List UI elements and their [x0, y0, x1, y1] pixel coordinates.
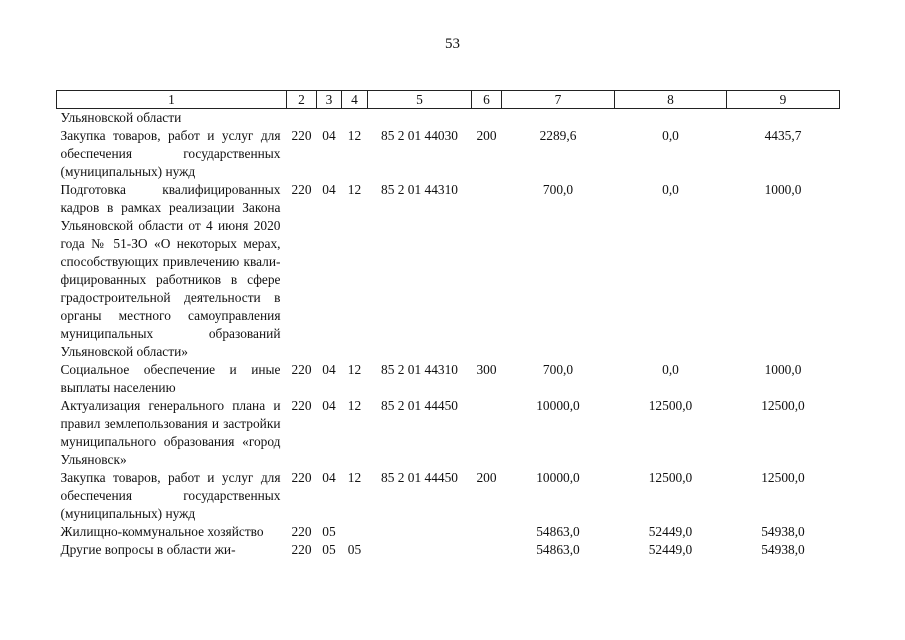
table-row — [57, 109, 840, 128]
section-code: 220 — [291, 398, 312, 413]
amount-year-1: 700,0 — [542, 362, 574, 377]
table-row — [57, 361, 840, 397]
amount-year-1: 10000,0 — [536, 470, 580, 485]
target-article-code: 85 2 01 44310 — [381, 362, 458, 377]
amount-year-1: 54863,0 — [536, 542, 580, 557]
column-header: 1 — [57, 91, 287, 109]
expense-type-code — [472, 181, 502, 361]
column-header: 8 — [615, 91, 727, 109]
subsection-sub-code — [342, 523, 368, 541]
table-row — [57, 541, 840, 559]
table-row — [57, 523, 840, 541]
amount-year-3 — [727, 109, 840, 128]
column-header: 6 — [472, 91, 502, 109]
subsection-sub-code: 12 — [347, 398, 362, 413]
subsection-code: 05 — [322, 524, 336, 539]
target-article-code — [368, 541, 472, 559]
section-code: 220 — [291, 542, 312, 557]
expense-type-code — [472, 397, 502, 469]
amount-year-3: 1000,0 — [764, 182, 802, 197]
amount-year-2: 52449,0 — [648, 542, 693, 557]
target-article-code: 85 2 01 44030 — [381, 128, 458, 143]
row-name: Закупка товаров, работ и услуг для обеспечения государственных (муниципальных) нужд — [60, 470, 281, 521]
column-header: 2 — [287, 91, 317, 109]
section-code: 220 — [291, 182, 312, 197]
amount-year-3: 12500,0 — [761, 470, 805, 485]
column-header: 5 — [368, 91, 472, 109]
amount-year-1: 2289,6 — [539, 128, 577, 143]
expense-type-code: 300 — [476, 362, 497, 377]
section-code — [287, 109, 317, 128]
subsection-sub-code: 12 — [347, 470, 362, 485]
subsection-sub-code: 12 — [347, 182, 362, 197]
amount-year-2: 0,0 — [662, 182, 679, 197]
target-article-code — [368, 109, 472, 128]
row-name: Актуализация генерального плана и правил землепользования и застройки муниципального образования «город Ульяновск» — [60, 398, 281, 467]
target-article-code: 85 2 01 44310 — [381, 182, 458, 197]
subsection-sub-code: 12 — [347, 128, 362, 143]
subsection-code — [317, 109, 342, 128]
target-article-code: 85 2 01 44450 — [381, 470, 458, 485]
subsection-code: 04 — [322, 362, 336, 377]
table-row — [57, 469, 840, 523]
amount-year-2: 0,0 — [662, 362, 679, 377]
section-code: 220 — [291, 524, 312, 539]
expense-type-code: 200 — [476, 470, 497, 485]
row-name: Ульяновской области — [60, 110, 182, 125]
expense-type-code: 200 — [476, 128, 497, 143]
subsection-code: 05 — [322, 542, 336, 557]
amount-year-3: 4435,7 — [764, 128, 802, 143]
row-name: Подготовка квалифицированных кадров в рамках реализации Закона Ульяновской области от 4 июня 2020 года № 51-ЗО «О некоторых мерах, способствующих привлечению квалифицированных работников в сфере градостроительной деятельности в органы местного самоуправления муниципальных образований Ульяновской области» — [60, 182, 281, 359]
amount-year-2: 12500,0 — [648, 470, 693, 485]
subsection-sub-code: 12 — [347, 362, 362, 377]
amount-year-1: 700,0 — [542, 182, 574, 197]
budget-table — [56, 90, 840, 559]
subsection-code: 04 — [322, 470, 336, 485]
column-header: 3 — [317, 91, 342, 109]
amount-year-3: 1000,0 — [764, 362, 802, 377]
row-name: Жилищно-коммунальное хозяйство — [60, 524, 264, 539]
expense-type-code — [472, 541, 502, 559]
amount-year-2: 52449,0 — [648, 524, 693, 539]
subsection-sub-code: 05 — [347, 542, 362, 557]
section-code: 220 — [291, 470, 312, 485]
column-header: 4 — [342, 91, 368, 109]
target-article-code: 85 2 01 44450 — [381, 398, 458, 413]
expense-type-code — [472, 523, 502, 541]
table-row — [57, 397, 840, 469]
amount-year-1: 54863,0 — [536, 524, 580, 539]
amount-year-3: 54938,0 — [761, 524, 805, 539]
target-article-code — [368, 523, 472, 541]
amount-year-2: 0,0 — [662, 128, 679, 143]
table-header-row — [57, 91, 840, 109]
subsection-sub-code — [342, 109, 368, 128]
row-name: Закупка товаров, работ и услуг для обеспечения государственных (муниципальных) нужд — [60, 128, 281, 179]
subsection-code: 04 — [322, 182, 336, 197]
amount-year-2: 12500,0 — [648, 398, 693, 413]
row-name: Другие вопросы в области жи- — [60, 542, 236, 557]
amount-year-1 — [502, 109, 615, 128]
amount-year-2 — [615, 109, 727, 128]
amount-year-1: 10000,0 — [536, 398, 580, 413]
page-number: 53 — [445, 36, 460, 52]
column-header: 9 — [727, 91, 840, 109]
table-row — [57, 181, 840, 361]
section-code: 220 — [291, 362, 312, 377]
expense-type-code — [472, 109, 502, 128]
row-name: Социальное обеспечение и иные выплаты населению — [60, 362, 281, 395]
subsection-code: 04 — [322, 398, 336, 413]
table-row — [57, 127, 840, 181]
section-code: 220 — [291, 128, 312, 143]
column-header: 7 — [502, 91, 615, 109]
amount-year-3: 54938,0 — [761, 542, 805, 557]
amount-year-3: 12500,0 — [761, 398, 805, 413]
subsection-code: 04 — [322, 128, 336, 143]
